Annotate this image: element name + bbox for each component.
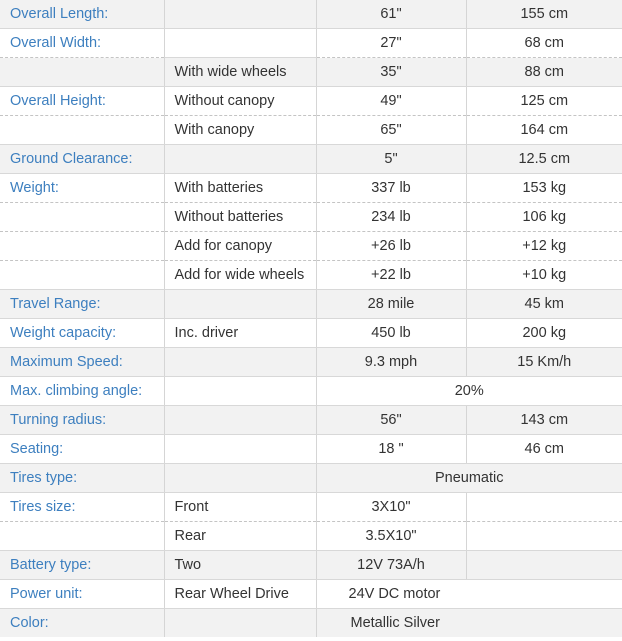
spec-label: Tires type: <box>0 464 164 493</box>
spec-metric-value <box>466 551 622 580</box>
spec-sub: With canopy <box>164 116 316 145</box>
spec-label: Overall Width: <box>0 29 164 58</box>
spec-metric-value: +10 kg <box>466 261 622 290</box>
spec-metric-value: 12.5 cm <box>466 145 622 174</box>
spec-row-overall-width <box>0 29 622 58</box>
spec-metric-value: 46 cm <box>466 435 622 464</box>
spec-sub: Two <box>164 551 316 580</box>
spec-us-value: 337 lb <box>316 174 466 203</box>
spec-us-value: 24V DC motor <box>316 580 622 609</box>
spec-sub <box>164 348 316 377</box>
spec-row-overall-height <box>0 87 622 116</box>
spec-row-maximum-speed <box>0 348 622 377</box>
spec-metric-value <box>466 522 622 551</box>
spec-metric-value: 88 cm <box>466 58 622 87</box>
spec-sub <box>164 435 316 464</box>
spec-label: Weight capacity: <box>0 319 164 348</box>
spec-sub <box>164 0 316 29</box>
spec-label <box>0 116 164 145</box>
spec-us-value: Metallic Silver <box>316 609 622 638</box>
spec-us-value: 61" <box>316 0 466 29</box>
spec-row-weight-without-batteries <box>0 203 622 232</box>
spec-metric-value: 45 km <box>466 290 622 319</box>
spec-sub: Add for canopy <box>164 232 316 261</box>
spec-metric-value: +12 kg <box>466 232 622 261</box>
spec-sub: Without batteries <box>164 203 316 232</box>
spec-label <box>0 203 164 232</box>
spec-row-overall-length <box>0 0 622 29</box>
spec-row-tires-size-front <box>0 493 622 522</box>
spec-label <box>0 58 164 87</box>
spec-row-height-canopy <box>0 116 622 145</box>
spec-us-value: 20% <box>316 377 622 406</box>
spec-label <box>0 232 164 261</box>
spec-us-value: 18 " <box>316 435 466 464</box>
spec-us-value: +22 lb <box>316 261 466 290</box>
spec-metric-value: 155 cm <box>466 0 622 29</box>
spec-row-climbing-angle <box>0 377 622 406</box>
spec-label: Power unit: <box>0 580 164 609</box>
spec-sub <box>164 464 316 493</box>
spec-metric-value: 15 Km/h <box>466 348 622 377</box>
spec-row-weight-add-wide-wheels <box>0 261 622 290</box>
spec-metric-value: 153 kg <box>466 174 622 203</box>
spec-label <box>0 261 164 290</box>
spec-label: Max. climbing angle: <box>0 377 164 406</box>
spec-us-value: +26 lb <box>316 232 466 261</box>
spec-us-value: Pneumatic <box>316 464 622 493</box>
spec-sub: Inc. driver <box>164 319 316 348</box>
spec-us-value: 65" <box>316 116 466 145</box>
spec-label: Overall Height: <box>0 87 164 116</box>
spec-us-value: 27" <box>316 29 466 58</box>
spec-label: Battery type: <box>0 551 164 580</box>
spec-sub <box>164 145 316 174</box>
spec-label: Travel Range: <box>0 290 164 319</box>
spec-row-power-unit <box>0 580 622 609</box>
spec-row-tires-size-rear <box>0 522 622 551</box>
spec-row-weight <box>0 174 622 203</box>
spec-sub: With wide wheels <box>164 58 316 87</box>
spec-row-turning-radius <box>0 406 622 435</box>
spec-row-tires-type <box>0 464 622 493</box>
spec-sub: With batteries <box>164 174 316 203</box>
spec-sub: Without canopy <box>164 87 316 116</box>
spec-sub: Add for wide wheels <box>164 261 316 290</box>
spec-label: Turning radius: <box>0 406 164 435</box>
spec-us-value: 12V 73A/h <box>316 551 466 580</box>
spec-metric-value: 200 kg <box>466 319 622 348</box>
spec-metric-value: 68 cm <box>466 29 622 58</box>
spec-us-value: 9.3 mph <box>316 348 466 377</box>
spec-row-ground-clearance <box>0 145 622 174</box>
spec-label: Overall Length: <box>0 0 164 29</box>
spec-row-weight-capacity <box>0 319 622 348</box>
spec-label: Maximum Speed: <box>0 348 164 377</box>
spec-us-value: 35" <box>316 58 466 87</box>
spec-row-seating <box>0 435 622 464</box>
spec-row-travel-range <box>0 290 622 319</box>
spec-label: Seating: <box>0 435 164 464</box>
spec-metric-value: 125 cm <box>466 87 622 116</box>
spec-us-value: 3X10" <box>316 493 466 522</box>
spec-us-value: 5" <box>316 145 466 174</box>
spec-metric-value <box>466 493 622 522</box>
spec-sub <box>164 377 316 406</box>
spec-us-value: 49" <box>316 87 466 116</box>
spec-label: Tires size: <box>0 493 164 522</box>
spec-us-value: 56" <box>316 406 466 435</box>
spec-metric-value: 143 cm <box>466 406 622 435</box>
spec-sub: Rear Wheel Drive <box>164 580 316 609</box>
spec-label <box>0 522 164 551</box>
spec-sub <box>164 29 316 58</box>
spec-us-value: 3.5X10" <box>316 522 466 551</box>
spec-us-value: 28 mile <box>316 290 466 319</box>
spec-label: Weight: <box>0 174 164 203</box>
spec-row-weight-add-canopy <box>0 232 622 261</box>
spec-metric-value: 106 kg <box>466 203 622 232</box>
spec-row-color <box>0 609 622 638</box>
spec-label: Ground Clearance: <box>0 145 164 174</box>
spec-sub <box>164 609 316 638</box>
spec-us-value: 234 lb <box>316 203 466 232</box>
spec-metric-value: 164 cm <box>466 116 622 145</box>
spec-label: Color: <box>0 609 164 638</box>
spec-sub: Front <box>164 493 316 522</box>
spec-row-battery-type <box>0 551 622 580</box>
spec-sub <box>164 290 316 319</box>
spec-sub: Rear <box>164 522 316 551</box>
spec-sub <box>164 406 316 435</box>
spec-row-width-wide-wheels <box>0 58 622 87</box>
spec-us-value: 450 lb <box>316 319 466 348</box>
